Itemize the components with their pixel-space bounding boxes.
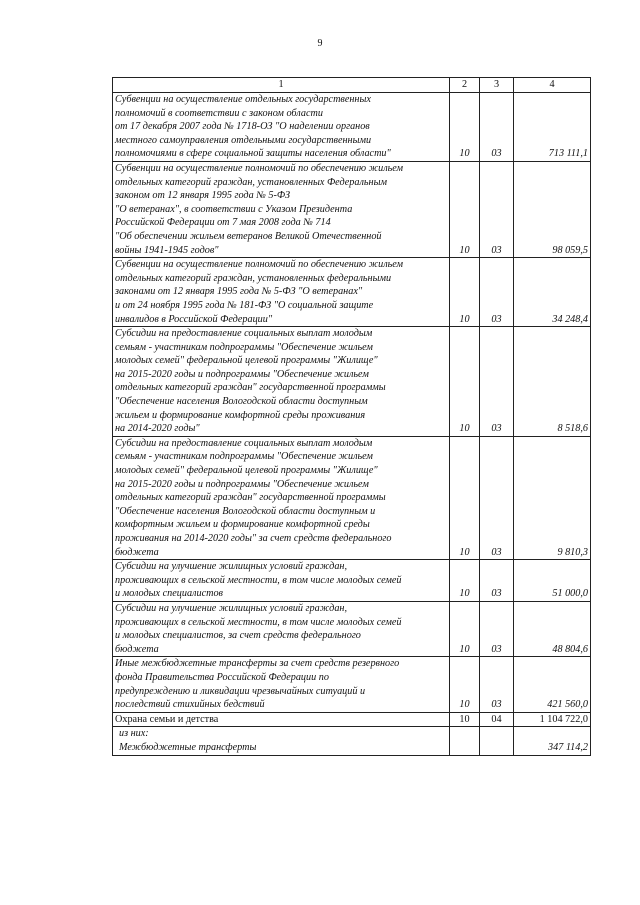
amount: 1 104 722,0 bbox=[514, 712, 591, 727]
description-line: и молодых специалистов bbox=[115, 588, 223, 600]
description-line: проживающих в сельской местности, в том числе молодых семей bbox=[115, 616, 402, 628]
description-line: фонда Правительства Российской Федерации по bbox=[115, 671, 329, 683]
subsection-code: 04 bbox=[480, 712, 514, 727]
description-line: "О ветеранах", в соответствии с Указом Президента bbox=[115, 203, 353, 215]
row-description bbox=[113, 657, 450, 712]
description-line: Субвенции на осуществление полномочий по обеспечению жильем bbox=[115, 162, 404, 174]
description-line: Российской Федерации от 7 мая 2008 года № 714 bbox=[115, 217, 331, 229]
section-code: 10 bbox=[450, 657, 480, 712]
description-line: и молодых специалистов, за счет средств федерального bbox=[115, 630, 361, 642]
budget-table bbox=[112, 77, 591, 756]
transfers-text: Межбюджетные трансферты bbox=[119, 741, 257, 753]
description-line: "Об обеспечении жильем ветеранов Великой Отечественной bbox=[115, 230, 382, 242]
description-line: законами от 12 января 1995 года № 5-ФЗ "О ветеранах" bbox=[115, 286, 363, 298]
empty-cell bbox=[450, 727, 480, 741]
table-row bbox=[113, 93, 591, 162]
row-description bbox=[113, 161, 450, 257]
amount: 421 560,0 bbox=[514, 657, 591, 712]
description-line: отдельных категорий граждан, установленных федеральными bbox=[115, 272, 392, 284]
header-col-3: 3 bbox=[480, 78, 514, 93]
of-which-row bbox=[113, 727, 591, 741]
description-line: "Обеспечение населения Вологодской области доступным bbox=[115, 396, 368, 408]
description-line: Субсидии на предоставление социальных выплат молодым bbox=[115, 437, 373, 449]
description-line: на 2014-2020 годы" bbox=[115, 423, 200, 435]
description-line: инвалидов в Российской Федерации" bbox=[115, 313, 273, 325]
subsection-code: 03 bbox=[480, 258, 514, 327]
header-col-2: 2 bbox=[450, 78, 480, 93]
description-line: бюджета bbox=[115, 643, 159, 655]
description-line: предупреждению и ликвидации чрезвычайных ситуаций и bbox=[115, 685, 366, 697]
amount: 98 059,5 bbox=[514, 161, 591, 257]
section-code: 10 bbox=[450, 601, 480, 656]
amount: 8 518,6 bbox=[514, 327, 591, 437]
description-line: семьям - участникам подпрограммы "Обеспечение жильем bbox=[115, 341, 373, 353]
description-line: жильем и формирование комфортной среды проживания bbox=[115, 409, 366, 421]
subsection-code: 03 bbox=[480, 327, 514, 437]
description-line: полномочиями в сфере социальной защиты населения области" bbox=[115, 148, 391, 160]
description-line: бюджета bbox=[115, 546, 159, 558]
table-row bbox=[113, 560, 591, 602]
of-which-text: из них: bbox=[119, 728, 149, 740]
description-line: и от 24 ноября 1995 года № 181-ФЗ "О социальной защите bbox=[115, 299, 374, 311]
description-line: на 2015-2020 годы и подпрограммы "Обеспечение жильем bbox=[115, 478, 369, 490]
subsection-code: 03 bbox=[480, 161, 514, 257]
table-header-row bbox=[113, 78, 591, 93]
description-line: Субсидии на улучшение жилищных условий граждан, bbox=[115, 561, 348, 573]
empty-cell bbox=[450, 741, 480, 755]
description-line: войны 1941-1945 годов" bbox=[115, 244, 219, 256]
table-row bbox=[113, 258, 591, 327]
row-description bbox=[113, 560, 450, 602]
page-number: 9 bbox=[317, 38, 323, 49]
amount: 347 114,2 bbox=[514, 741, 591, 755]
amount: 51 000,0 bbox=[514, 560, 591, 602]
amount: 48 804,6 bbox=[514, 601, 591, 656]
description-line: молодых семей" федеральной целевой программы "Жилище" bbox=[115, 465, 378, 477]
description-line: полномочий в соответствии с законом области bbox=[115, 107, 323, 119]
subsection-code: 03 bbox=[480, 657, 514, 712]
description-line: от 17 декабря 2007 года № 1718-ОЗ "О наделении органов bbox=[115, 121, 370, 133]
description-line: семьям - участникам подпрограммы "Обеспечение жильем bbox=[115, 451, 373, 463]
section-code: 10 bbox=[450, 712, 480, 727]
description-line: "Обеспечение населения Вологодской области доступным и bbox=[115, 505, 376, 517]
description-line: отдельных категорий граждан" государственной программы bbox=[115, 492, 386, 504]
description-line: проживания на 2014-2020 годы" за счет средств федерального bbox=[115, 533, 392, 544]
description-line: молодых семей" федеральной целевой программы "Жилище" bbox=[115, 355, 378, 367]
description-line: комфортным жильем и формирование комфортной среды bbox=[115, 519, 370, 531]
subsection-code: 03 bbox=[480, 436, 514, 559]
description-line: отдельных категорий граждан" государственной программы bbox=[115, 382, 386, 394]
family-row-name: Охрана семьи и детства bbox=[113, 712, 450, 727]
subsection-code: 03 bbox=[480, 601, 514, 656]
transfers-row bbox=[113, 741, 591, 755]
description-line: законом от 12 января 1995 года № 5-ФЗ bbox=[115, 190, 291, 202]
section-code: 10 bbox=[450, 93, 480, 162]
description-line: Субвенции на осуществление полномочий по обеспечению жильем bbox=[115, 259, 404, 271]
row-description bbox=[113, 258, 450, 327]
row-description bbox=[113, 436, 450, 559]
empty-cell bbox=[480, 727, 514, 741]
table-row bbox=[113, 601, 591, 656]
description-line: последствий стихийных бедствий bbox=[115, 699, 265, 711]
row-description bbox=[113, 601, 450, 656]
description-line: Субсидии на улучшение жилищных условий граждан, bbox=[115, 602, 348, 614]
amount: 713 111,1 bbox=[514, 93, 591, 162]
table-row bbox=[113, 161, 591, 257]
subsection-code: 03 bbox=[480, 560, 514, 602]
section-code: 10 bbox=[450, 161, 480, 257]
row-description bbox=[113, 327, 450, 437]
section-code: 10 bbox=[450, 436, 480, 559]
table-row bbox=[113, 657, 591, 712]
description-line: Субвенции на осуществление отдельных государственных bbox=[115, 94, 371, 105]
family-row bbox=[113, 712, 591, 727]
empty-cell bbox=[480, 741, 514, 755]
row-description bbox=[113, 93, 450, 162]
description-line: на 2015-2020 годы и подпрограммы "Обеспечение жильем bbox=[115, 368, 369, 380]
header-col-1: 1 bbox=[113, 78, 450, 93]
transfers-name bbox=[113, 741, 450, 755]
description-line: Субсидии на предоставление социальных выплат молодым bbox=[115, 328, 373, 340]
description-line: Иные межбюджетные трансферты за счет средств резервного bbox=[115, 658, 400, 670]
subsection-code: 03 bbox=[480, 93, 514, 162]
of-which-label bbox=[113, 727, 450, 741]
description-line: отдельных категорий граждан, установленных Федеральным bbox=[115, 176, 387, 188]
section-code: 10 bbox=[450, 327, 480, 437]
section-code: 10 bbox=[450, 560, 480, 602]
description-line: проживающих в сельской местности, в том числе молодых семей bbox=[115, 574, 402, 586]
amount: 34 248,4 bbox=[514, 258, 591, 327]
empty-cell bbox=[514, 727, 591, 741]
section-code: 10 bbox=[450, 258, 480, 327]
description-line: местного самоуправления отдельными государственными bbox=[115, 134, 372, 146]
table-row bbox=[113, 327, 591, 437]
amount: 9 810,3 bbox=[514, 436, 591, 559]
header-col-4: 4 bbox=[514, 78, 591, 93]
table-row bbox=[113, 436, 591, 559]
